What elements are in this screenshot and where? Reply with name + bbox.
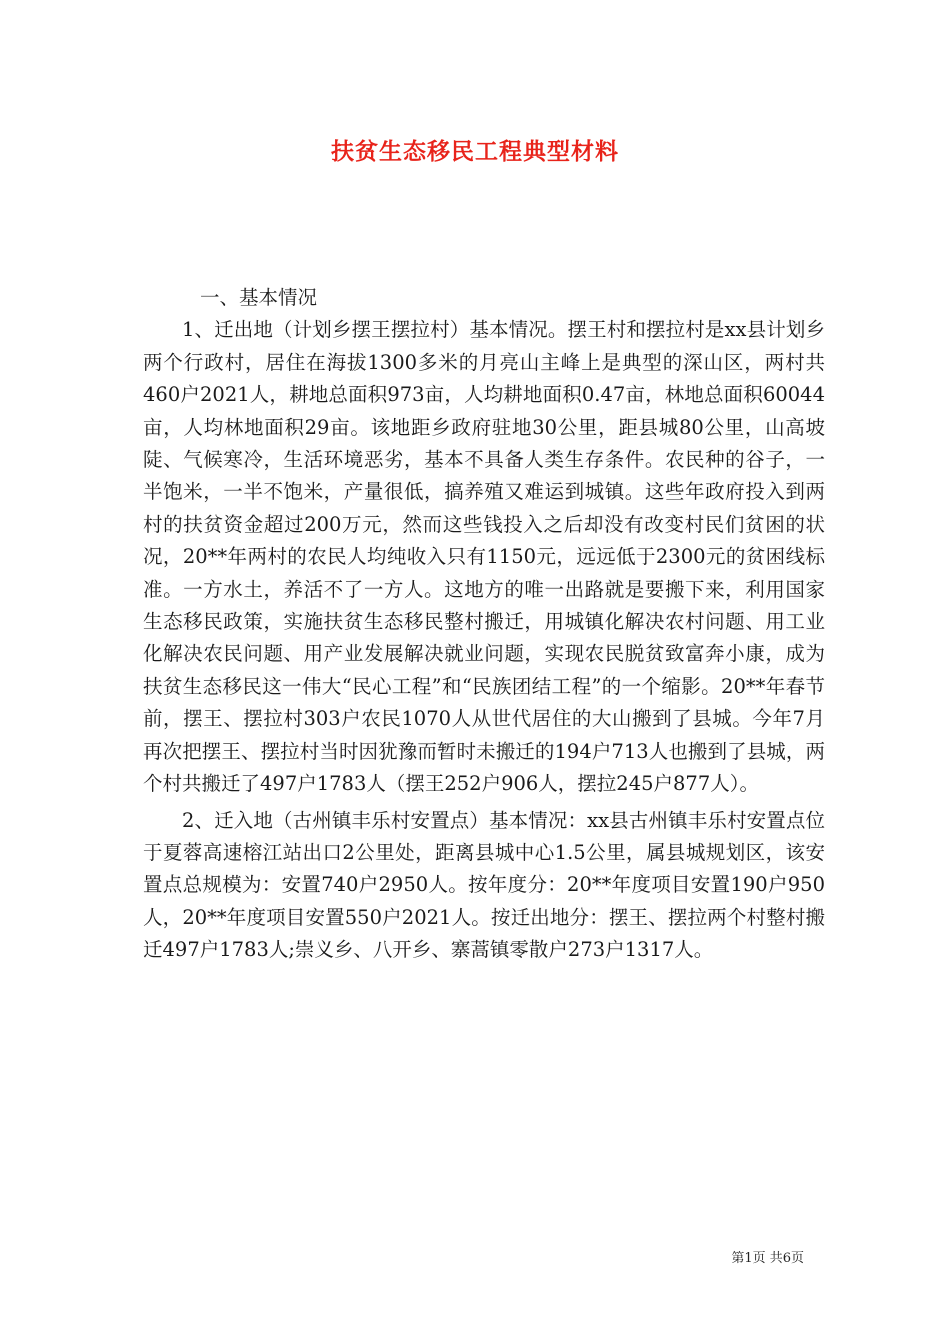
paragraph-emigration-area: 1、迁出地（计划乡摆王摆拉村）基本情况。摆王村和摆拉村是xx县计划乡两个行政村，居住在海拔1300多米的月亮山主峰上是典型的深山区，两村共460户2021人，耕地总面积973亩，人均耕地面积0.47亩，林地总面积60044亩，人均林地面积29亩。该地距乡政府驻地30公里，距县城80公里，山高坡陡、气候寒冷，生活环境恶劣，基本不具备人类生存条件。农民种的谷子，一半饱米，一半不饱米，产量很低，搞养殖又难运到城镇。这些年政府投入到两村的扶贫资金超过200万元，然而这些钱投入之后却没有改变村民们贫困的状况，20**年两村的农民人均纯收入只有1150元，远远低于2300元的贫困线标准。一方水土，养活不了一方人。这地方的唯一出路就是要搬下来，利用国家生态移民政策，实施扶贫生态移民整村搬迁，用城镇化解决农村问题、用工业化解决农民问题、用产业发展解决就业问题，实现农民脱贫致富奔小康，成为扶贫生态移民这一伟大“民心工程”和“民族团结工程”的一个缩影。20**年春节前，摆王、摆拉村303户农民1070人从世代居住的大山搬到了县城。今年7月再次把摆王、摆拉村当时因犹豫而暂时未搬迁的194户713人也搬到了县城，两个村共搬迁了497户1783人（摆王252户906人，摆拉245户877人）。 bbox=[143, 318, 825, 796]
document-title: 扶贫生态移民工程典型材料 bbox=[331, 138, 619, 165]
document-body bbox=[143, 282, 825, 967]
paragraph-resettlement-area: 2、迁入地（古州镇丰乐村安置点）基本情况：xx县古州镇丰乐村安置点位于夏蓉高速榕江站出口2公里处，距离县城中心1.5公里，属县城规划区，该安置点总规模为：安置740户2950人。按年度分：20**年度项目安置190户950人，20**年度项目安置550户2021人。按迁出地分：摆王、摆拉两个村整村搬迁497户1783人;崇义乡、八开乡、寨蒿镇零散户273户1317人。 bbox=[143, 808, 825, 962]
page-number-indicator: 第1页 共6页 bbox=[731, 1251, 804, 1266]
section-heading: 一、基本情况 bbox=[200, 286, 318, 309]
